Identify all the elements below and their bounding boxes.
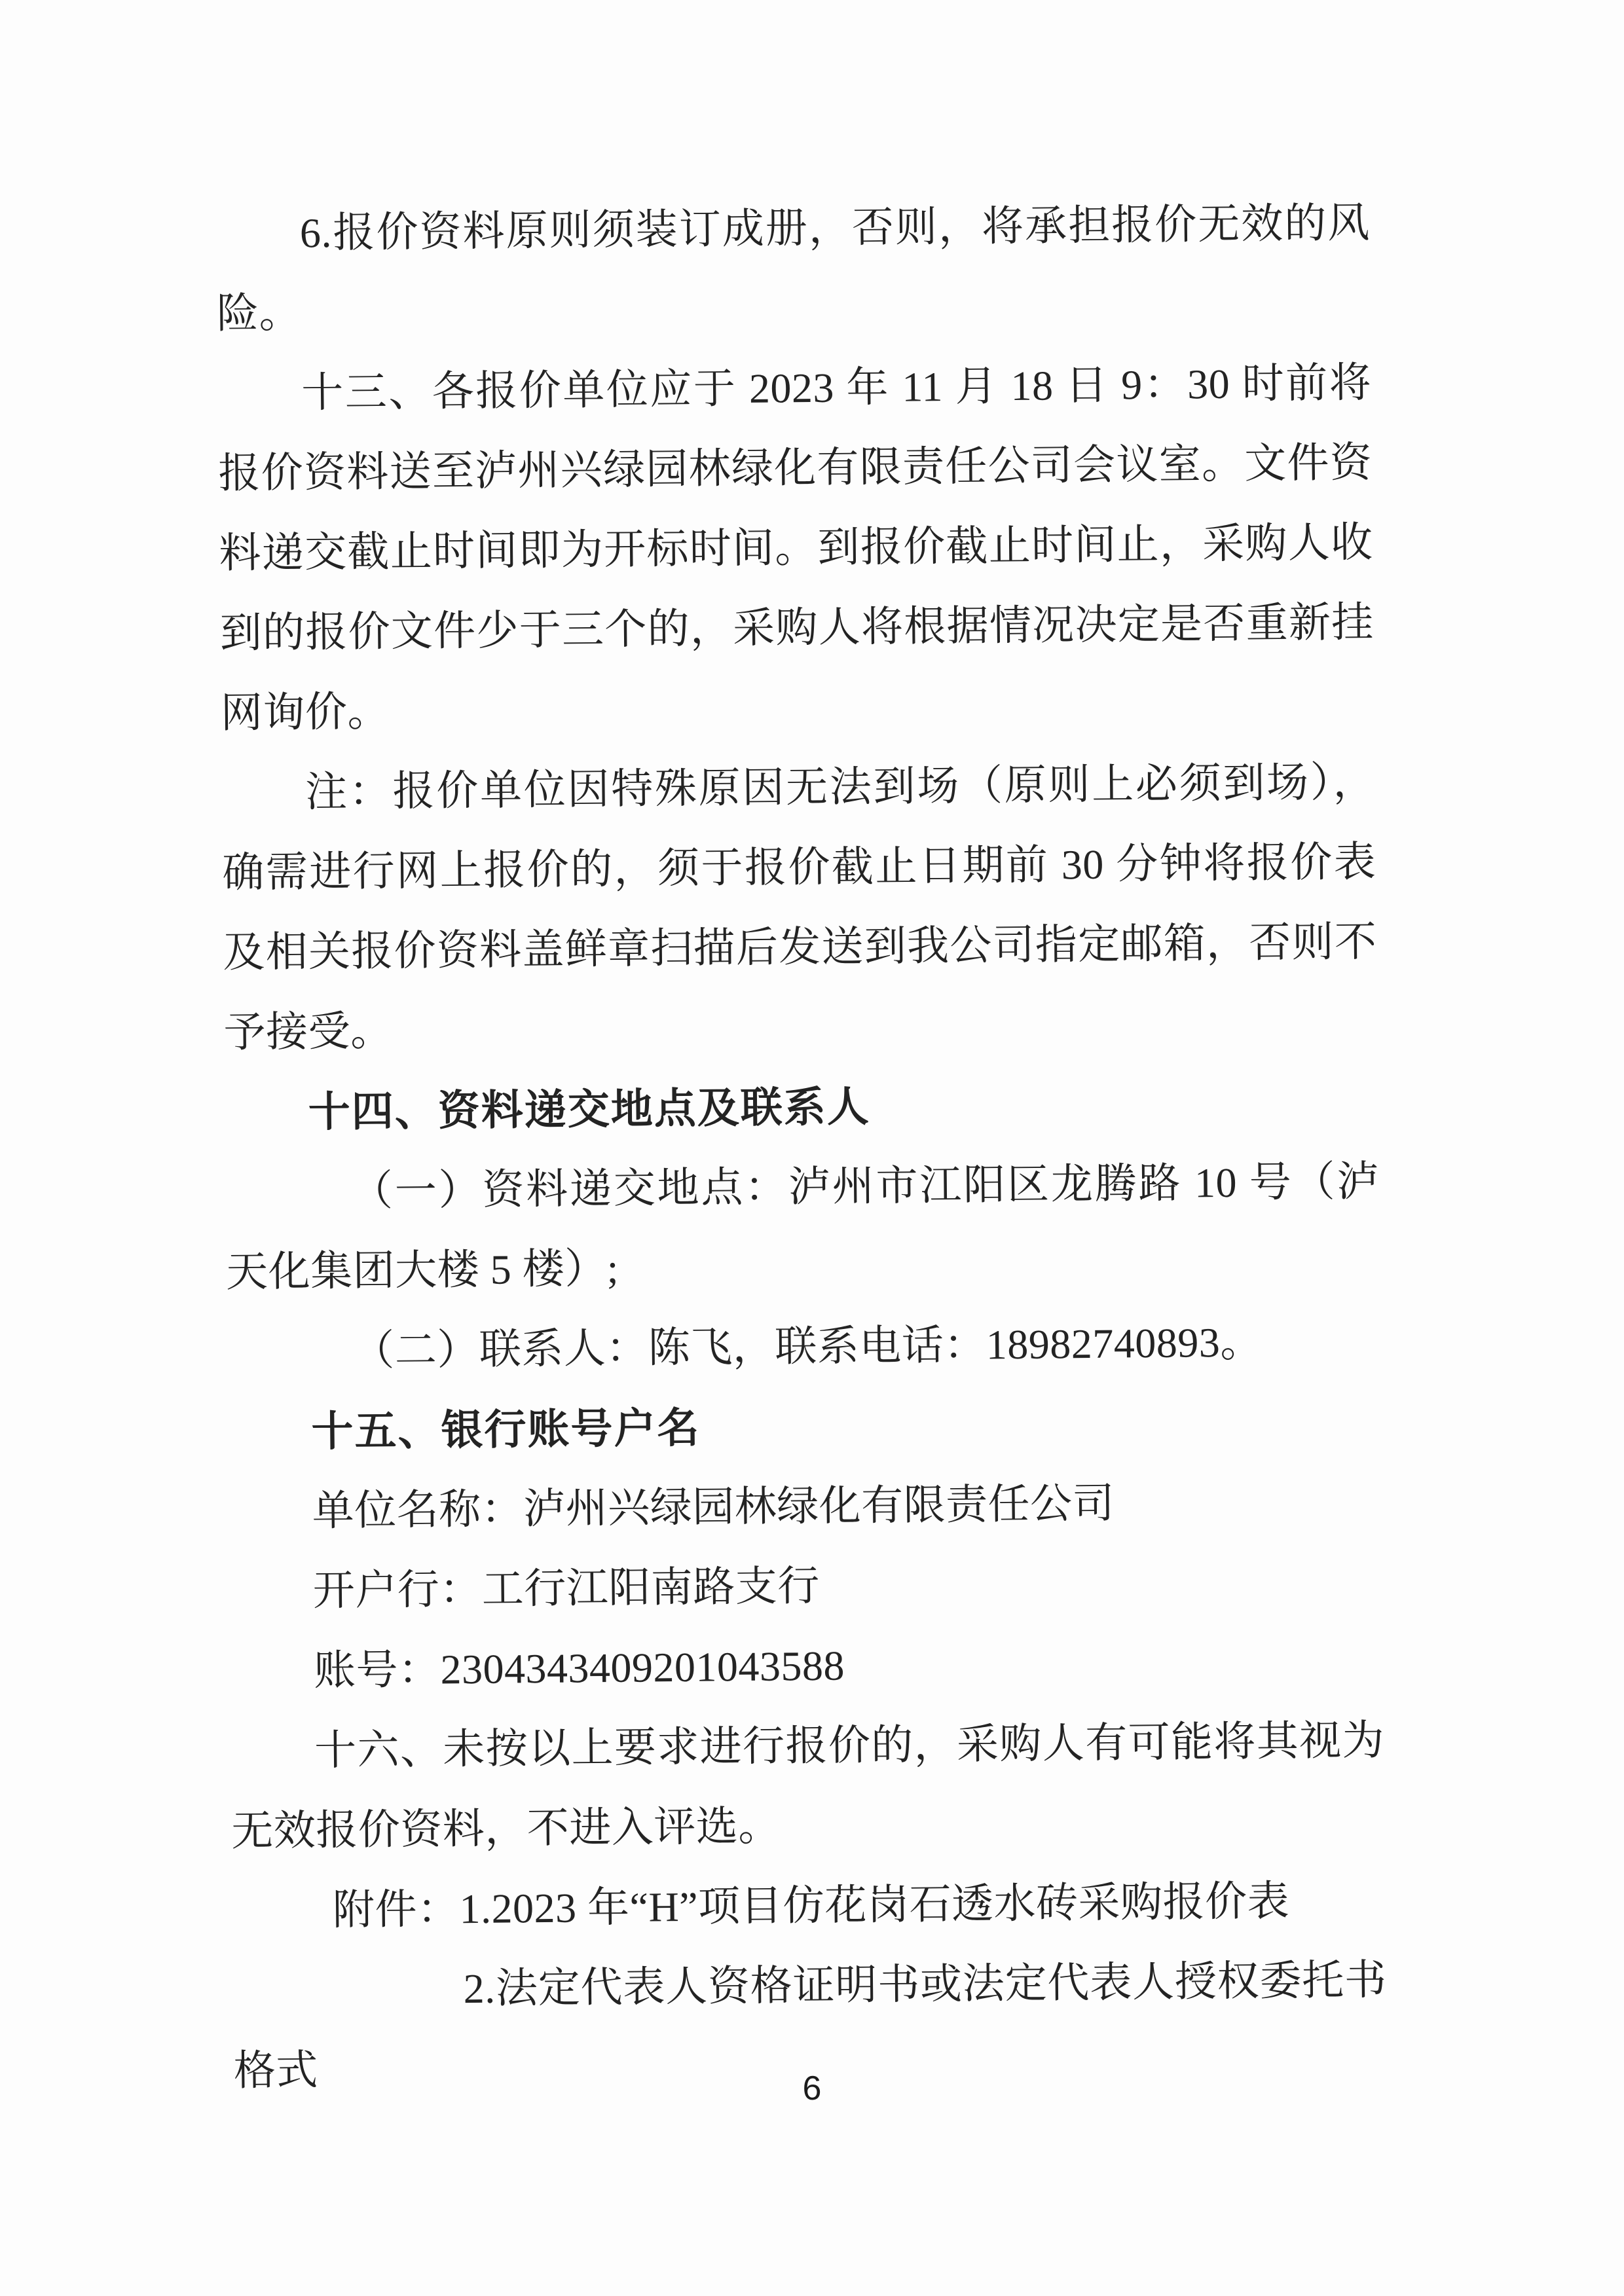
paragraph-account-number: 账号：2304343409201043588 bbox=[313, 1642, 845, 1694]
paragraph-attachment-2: 2.法定代表人资格证明书或法定代表人授权委托书格式 bbox=[233, 1956, 1387, 2094]
paragraph-account-name: 单位名称：泸州兴绿园林绿化有限责任公司 bbox=[312, 1480, 1115, 1535]
paragraph-binding-requirement: 6.报价资料原则须装订成册，否则，将承担报价无效的风险。 bbox=[216, 199, 1371, 337]
page-number: 6 bbox=[802, 2069, 822, 2107]
heading-section-14: 十四、资料递交地点及联系人 bbox=[308, 1083, 871, 1136]
paragraph-contact-person: （二）联系人：陈飞，联系电话：18982740893。 bbox=[352, 1319, 1263, 1374]
paragraph-note-online-quote: 注：报价单位因特殊原因无法到场（原则上必须到场），确需进行网上报价的，须于报价截止日期前 30 分钟将报价表及相关报价资料盖鲜章扫描后发送到我公司指定邮箱，否则不予接受。 bbox=[221, 758, 1377, 1056]
paragraph-section-13-deadline: 十三、各报价单位应于 2023 年 11 月 18 日 9：30 时前将报价资料送至泸州兴绿园林绿化有限责任公司会议室。文件资料递交截止时间即为开标时间。到报价截止时间止，采购人收到的报价文件少于三个的，采购人将根据情况决定是否重新挂网询价。 bbox=[218, 359, 1375, 737]
paragraph-bank-branch: 开户行：工行江阳南路支行 bbox=[312, 1562, 821, 1614]
paragraph-section-16-invalid: 十六、未按以上要求进行报价的，采购人有可能将其视为无效报价资料，不进入评选。 bbox=[231, 1717, 1385, 1855]
paragraph-delivery-address: （一）资料递交地点：泸州市江阳区龙腾路 10 号（泸天化集团大楼 5 楼）; bbox=[225, 1157, 1380, 1296]
heading-section-15: 十五、银行账号户名 bbox=[311, 1404, 701, 1455]
document-body bbox=[215, 183, 1388, 2111]
paragraph-attachment-1: 附件：1.2023 年“H”项目仿花岗石透水砖采购报价表 bbox=[332, 1878, 1290, 1934]
